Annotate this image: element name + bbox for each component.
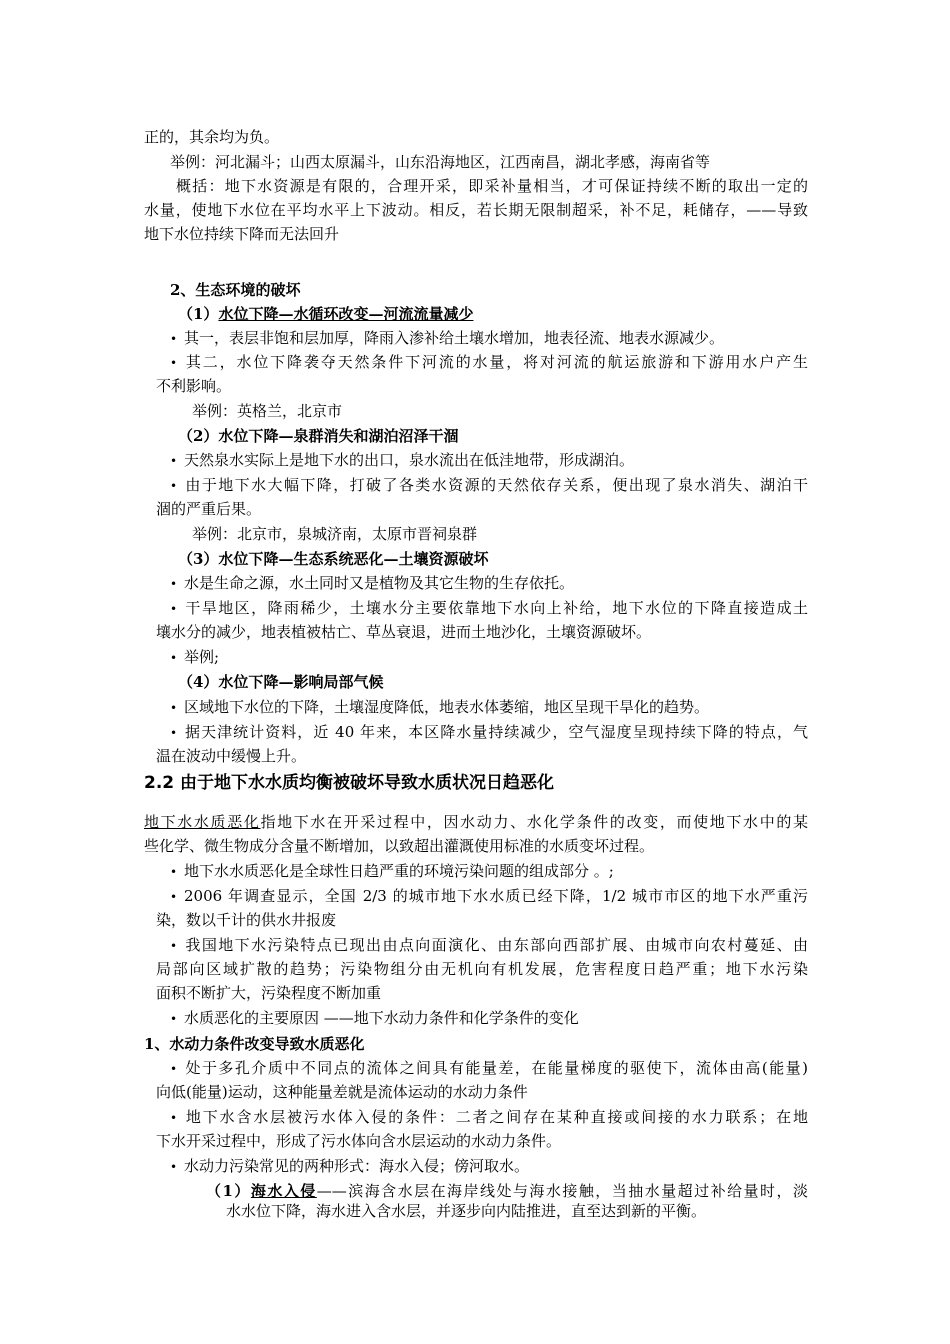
subsection-number: （1） bbox=[178, 305, 219, 323]
bullet-icon: • bbox=[170, 332, 178, 346]
bullet-icon: • bbox=[170, 1012, 178, 1026]
subsection-heading bbox=[178, 304, 473, 324]
bullet-item bbox=[170, 450, 634, 471]
bullet-icon: • bbox=[170, 1160, 178, 1174]
bullet-item bbox=[170, 1008, 579, 1029]
bullet-text: 地下水水质恶化是全球性日趋严重的环境污染问题的组成部分 。; bbox=[184, 862, 614, 880]
bullet-continuation: 面积不断扩大，污染程度不断加重 bbox=[156, 984, 382, 1002]
bullet-text: 其一，表层非饱和层加厚，降雨入渗补给土壤水增加，地表径流、地表水源减少。 bbox=[184, 329, 725, 347]
bullet-text: 举例; bbox=[184, 648, 220, 666]
paragraph-text: ——滨海含水层在海岸线处与海水接触，当抽水量超过补给量时，淡 bbox=[316, 1182, 808, 1200]
bullet-text: 干旱地区，降雨稀少，土壤水分主要依靠地下水向上补给，地下水位的下降直接造成土 bbox=[184, 599, 808, 617]
bullet-item bbox=[170, 598, 808, 619]
chapter-heading: 2.2 由于地下水水质均衡被破坏导致水质状况日趋恶化 bbox=[144, 773, 555, 793]
subsection-heading: （4）水位下降—影响局部气候 bbox=[178, 673, 384, 691]
bullet-icon: • bbox=[170, 356, 178, 370]
bullet-text: 区域地下水位的下降，土壤湿度降低，地表水体萎缩，地区呈现干旱化的趋势。 bbox=[184, 698, 710, 716]
bullet-continuation: 向低(能量)运动，这种能量差就是流体运动的水动力条件 bbox=[156, 1083, 528, 1101]
summary-line: 水量，使地下水位在平均水平上下波动。相反，若长期无限制超采，补不足，耗储存，——导致 bbox=[144, 201, 808, 219]
paragraph-number: （1） bbox=[206, 1182, 251, 1200]
numbered-paragraph bbox=[206, 1181, 808, 1201]
defined-term: 海水入侵 bbox=[250, 1182, 317, 1200]
bullet-text: 地下水含水层被污水体入侵的条件：二者之间存在某种直接或间接的水力联系；在地 bbox=[184, 1108, 808, 1126]
bullet-item bbox=[170, 886, 808, 907]
defined-term: 地下水水质恶化 bbox=[144, 813, 261, 831]
example-line: 举例：河北漏斗；山西太原漏斗，山东沿海地区，江西南昌，湖北孝感，海南省等 bbox=[170, 153, 711, 171]
bullet-item bbox=[170, 1107, 808, 1128]
subsection-heading: （3）水位下降—生态系统恶化—土壤资源破坏 bbox=[178, 550, 489, 568]
section-heading: 2、生态环境的破坏 bbox=[170, 281, 301, 299]
bullet-text: 据天津统计资料，近 40 年来，本区降水量持续减少，空气湿度呈现持续下降的特点，气 bbox=[184, 723, 808, 741]
bullet-text: 水动力污染常见的两种形式：海水入侵；傍河取水。 bbox=[184, 1157, 530, 1175]
bullet-continuation: 壤水分的减少，地表植被枯亡、草丛衰退，进而土地沙化，土壤资源破坏。 bbox=[156, 623, 652, 641]
paragraph-continuation: 水水位下降，海水进入含水层，并逐步向内陆推进，直至达到新的平衡。 bbox=[226, 1202, 707, 1220]
definition-text: 指地下水在开采过程中，因水动力、水化学条件的改变，而使地下水中的某 bbox=[260, 813, 808, 831]
bullet-continuation: 染，数以千计的供水井报废 bbox=[156, 911, 337, 929]
subsection-title: 水位下降—水循环改变—河流流量减少 bbox=[218, 305, 474, 323]
bullet-icon: • bbox=[170, 651, 178, 665]
bullet-item bbox=[170, 722, 808, 743]
bullet-icon: • bbox=[170, 479, 178, 493]
bullet-continuation: 涸的严重后果。 bbox=[156, 500, 262, 518]
bullet-item bbox=[170, 935, 808, 956]
bullet-text: 2006 年调查显示，全国 2/3 的城市地下水水质已经下降，1/2 城市市区的地下水严重污 bbox=[184, 887, 808, 905]
bullet-text: 水是生命之源，水土同时又是植物及其它生物的生存依托。 bbox=[184, 574, 575, 592]
bullet-item bbox=[170, 475, 808, 496]
bullet-continuation: 局部向区域扩散的趋势；污染物组分由无机向有机发展，危害程度日趋严重；地下水污染 bbox=[156, 960, 808, 978]
bullet-text: 天然泉水实际上是地下水的出口，泉水流出在低洼地带，形成湖泊。 bbox=[184, 451, 635, 469]
bullet-item bbox=[170, 861, 614, 882]
bullet-continuation: 不利影响。 bbox=[156, 377, 232, 395]
bullet-icon: • bbox=[170, 577, 178, 591]
bullet-continuation: 温在波动中缓慢上升。 bbox=[156, 747, 307, 765]
bullet-text: 处于多孔介质中不同点的流体之间具有能量差，在能量梯度的驱使下，流体由高(能量) bbox=[184, 1059, 808, 1077]
example-line: 举例：英格兰，北京市 bbox=[192, 402, 343, 420]
bullet-item bbox=[170, 647, 219, 668]
bullet-item bbox=[170, 328, 724, 349]
bullet-item bbox=[170, 573, 574, 594]
bullet-text: 我国地下水污染特点已现出由点向面演化、由东部向西部扩展、由城市向农村蔓延、由 bbox=[184, 936, 808, 954]
bullet-icon: • bbox=[170, 726, 178, 740]
bullet-icon: • bbox=[170, 939, 178, 953]
bullet-text: 由于地下水大幅下降，打破了各类水资源的天然依存关系，便出现了泉水消失、湖泊干 bbox=[184, 476, 808, 494]
bullet-item bbox=[170, 697, 709, 718]
definition-line: 些化学、微生物成分含量不断增加，以致超出灌溉使用标准的水质变坏过程。 bbox=[144, 837, 655, 855]
bullet-item bbox=[170, 1058, 808, 1079]
bullet-text: 其二，水位下降袭夺天然条件下河流的水量，将对河流的航运旅游和下游用水户产生 bbox=[184, 353, 808, 371]
bullet-item bbox=[170, 1156, 529, 1177]
bullet-icon: • bbox=[170, 1111, 178, 1125]
bullet-icon: • bbox=[170, 602, 178, 616]
bullet-icon: • bbox=[170, 865, 178, 879]
summary-line: 地下水位持续下降而无法回升 bbox=[144, 225, 340, 243]
bullet-text: 水质恶化的主要原因 ——地下水动力条件和化学条件的变化 bbox=[184, 1009, 579, 1027]
example-line: 举例：北京市，泉城济南，太原市晋祠泉群 bbox=[192, 525, 478, 543]
bullet-icon: • bbox=[170, 454, 178, 468]
section-heading: 1、水动力条件改变导致水质恶化 bbox=[144, 1035, 365, 1053]
paragraph-line: 正的，其余均为负。 bbox=[144, 128, 280, 146]
definition-line bbox=[144, 812, 808, 832]
bullet-continuation: 下水开采过程中，形成了污水体向含水层运动的水动力条件。 bbox=[156, 1132, 562, 1150]
bullet-icon: • bbox=[170, 890, 178, 904]
summary-line: 概括：地下水资源是有限的，合理开采，即采补量相当，才可保证持续不断的取出一定的 bbox=[176, 177, 808, 195]
bullet-icon: • bbox=[170, 701, 178, 715]
subsection-heading: （2）水位下降—泉群消失和湖泊沼泽干涸 bbox=[178, 427, 459, 445]
bullet-icon: • bbox=[170, 1062, 178, 1076]
bullet-item bbox=[170, 352, 808, 373]
